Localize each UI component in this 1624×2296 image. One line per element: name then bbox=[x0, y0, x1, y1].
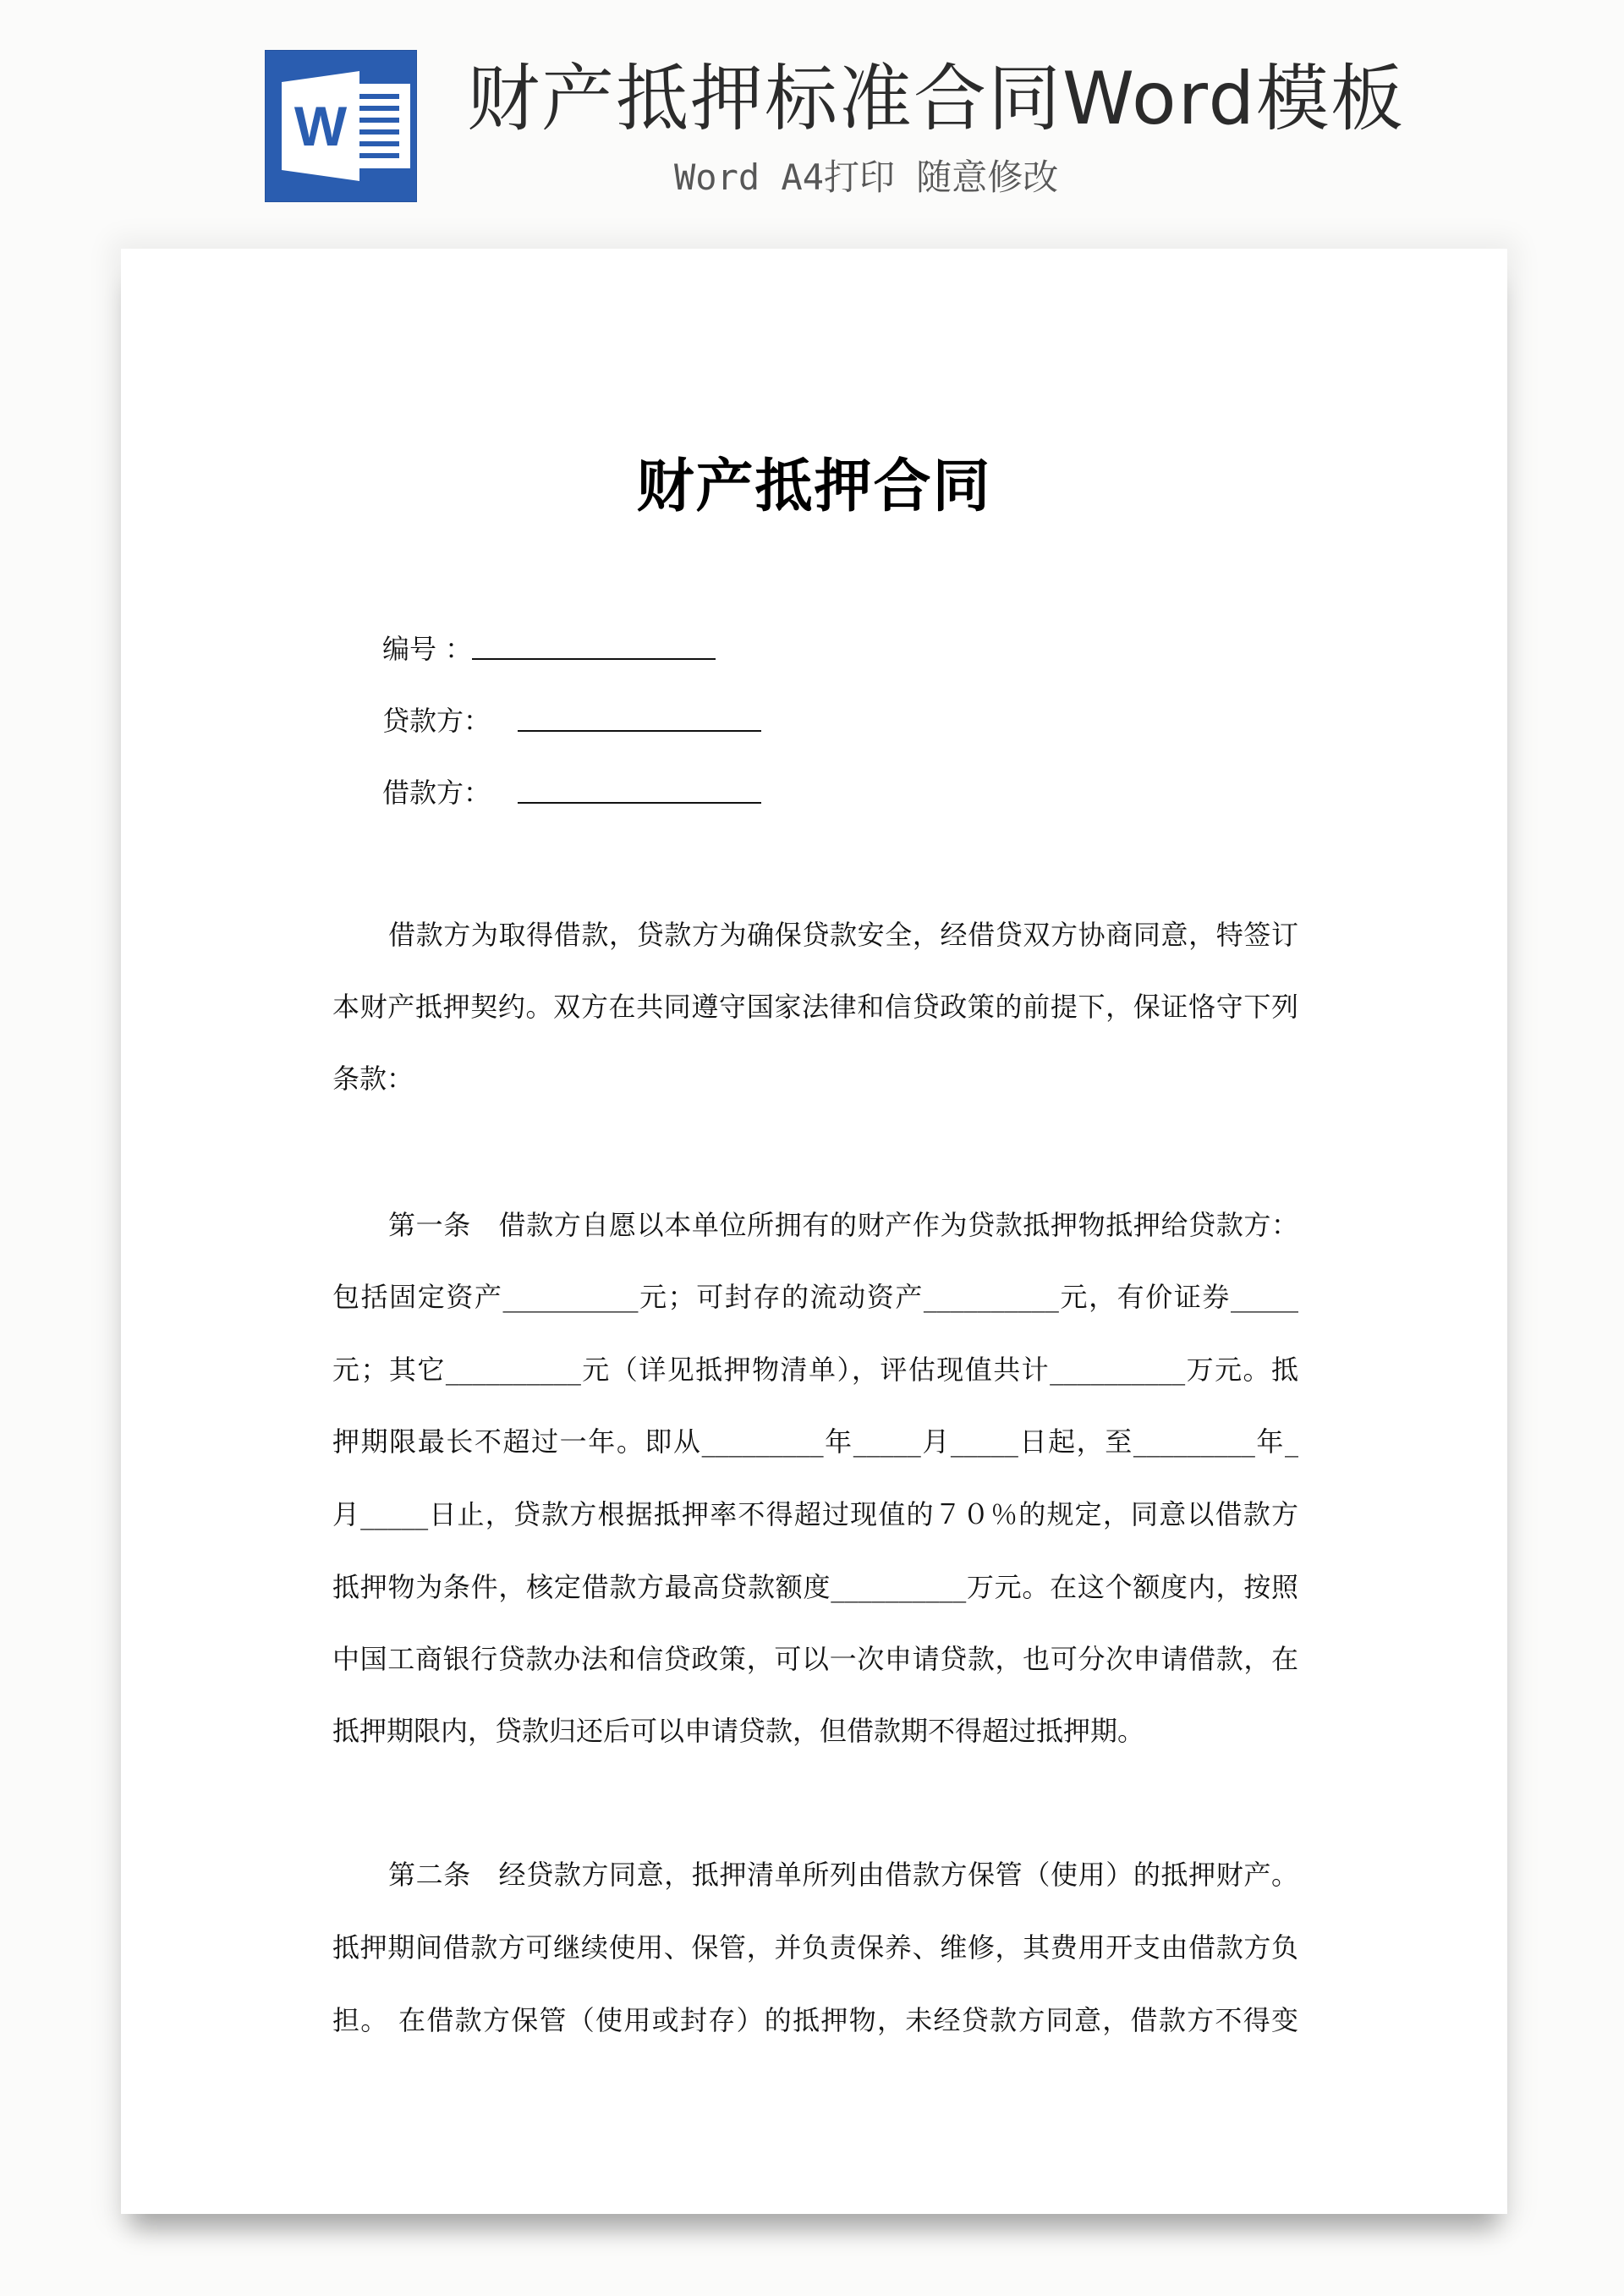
intro-line: 条款： bbox=[332, 1063, 414, 1095]
article2-line: 抵押期间借款方可继续使用、保管，并负责保养、维修，其费用开支由借款方负 bbox=[332, 1931, 1298, 1964]
logo-letter: W bbox=[294, 95, 348, 157]
word-logo-icon bbox=[265, 50, 417, 202]
article1-line: 第一条 借款方自愿以本单位所拥有的财产作为贷款抵押物抵押给贷款方： bbox=[388, 1209, 1298, 1241]
document-page bbox=[121, 249, 1507, 2214]
intro-line: 借款方为取得借款，贷款方为确保贷款安全，经借贷双方协商同意，特签订 bbox=[388, 919, 1298, 951]
article2-line: 担。 在借款方保管（使用或封存）的抵押物，未经贷款方同意，借款方不得变 bbox=[332, 2004, 1298, 2036]
article1-line: 抵押物为条件，核定借款方最高贷款额度__________万元。在这个额度内，按照 bbox=[332, 1571, 1298, 1603]
article1-line: 包括固定资产__________元；可封存的流动资产__________元，有价证券_____ bbox=[332, 1281, 1298, 1313]
logo-line bbox=[359, 94, 399, 99]
article1-line: 押期限最长不超过一年。即从_________年_____月_____日起，至_________年_ bbox=[332, 1425, 1298, 1458]
logo-line bbox=[359, 129, 399, 135]
field-label: 借款方： bbox=[382, 777, 491, 809]
lender-field[interactable] bbox=[382, 700, 761, 742]
intro-line: 本财产抵押契约。双方在共同遵守国家法律和信贷政策的前提下，保证恪守下列 bbox=[332, 991, 1298, 1023]
borrower-field[interactable] bbox=[382, 772, 761, 814]
lender-blank[interactable] bbox=[518, 700, 761, 732]
article1-line: 元；其它__________元（详见抵押物清单），评估现值共计__________万元。抵 bbox=[332, 1354, 1298, 1386]
contract-number-field[interactable] bbox=[382, 628, 716, 670]
header-title: 财产抵押标准合同Word模板 bbox=[467, 57, 1406, 141]
document-title: 财产抵押合同 bbox=[636, 453, 992, 520]
logo-line bbox=[359, 118, 399, 123]
logo-line bbox=[359, 153, 399, 158]
borrower-blank[interactable] bbox=[518, 772, 761, 804]
field-label: 编号 ： bbox=[382, 633, 473, 665]
contract-number-blank[interactable] bbox=[472, 628, 716, 660]
article1-line: 中国工商银行贷款办法和信贷政策，可以一次申请贷款，也可分次申请借款，在 bbox=[332, 1643, 1298, 1675]
header-subtitle: Word A4打印 随意修改 bbox=[674, 157, 1059, 198]
article1-line: 抵押期限内，贷款归还后可以申请贷款，但借款期不得超过抵押期。 bbox=[332, 1715, 1145, 1747]
article1-line: 月_____日止，贷款方根据抵押率不得超过现值的７０％的规定，同意以借款方 bbox=[332, 1498, 1298, 1530]
logo-line bbox=[359, 106, 399, 111]
article2-line: 第二条 经贷款方同意，抵押清单所列由借款方保管（使用）的抵押财产。 bbox=[388, 1859, 1298, 1891]
field-label: 贷款方： bbox=[382, 705, 491, 737]
logo-line bbox=[359, 141, 399, 146]
